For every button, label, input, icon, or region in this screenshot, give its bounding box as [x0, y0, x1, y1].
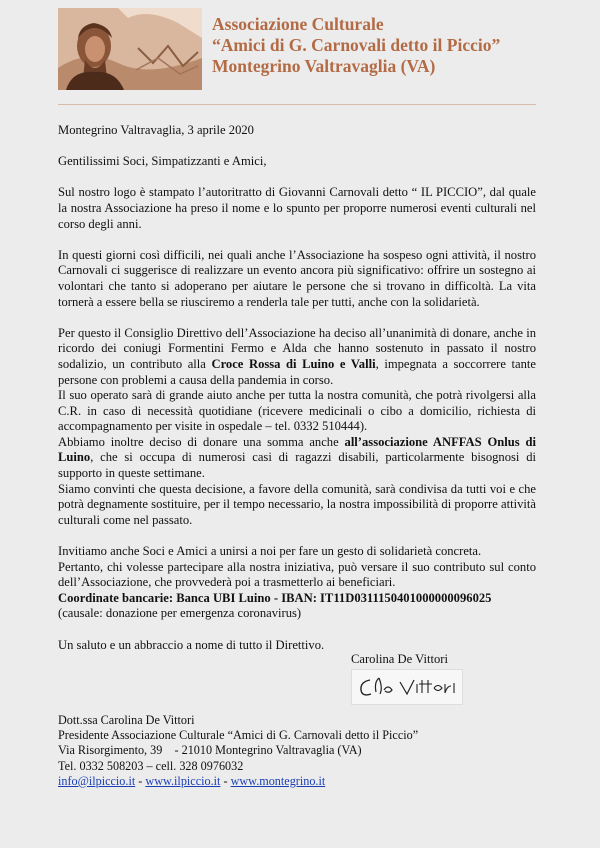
- footer-links: [58, 774, 418, 789]
- email-link[interactable]: info@ilpiccio.it: [58, 773, 136, 788]
- bank-coordinates: Coordinate bancarie: Banca UBI Luino - IBAN: IT11D0311150401000000096025: [58, 590, 492, 605]
- paragraph-conviction: Siamo convinti che questa decisione, a favore della comunità, sarà condivisa da tutti voi e che potrà degnamente sostituire, per il tempo necessario, la nostra impossibilità di proporre attività culturali come nel passato.: [58, 481, 536, 527]
- self-portrait-logo: [58, 8, 202, 90]
- paragraph-donation-anffas: [58, 435, 536, 482]
- association-header: [212, 14, 500, 77]
- header-line-1: Associazione Culturale: [212, 14, 384, 34]
- letter-date: Montegrino Valtravaglia, 3 aprile 2020: [58, 123, 254, 137]
- letter-body: [58, 123, 536, 653]
- website-link-ilpiccio[interactable]: www.ilpiccio.it: [145, 773, 221, 788]
- portrait-image: [58, 8, 202, 90]
- website-link-montegrino[interactable]: www.montegrino.it: [230, 773, 326, 788]
- footer-name: Dott.ssa Carolina De Vittori: [58, 713, 195, 727]
- paragraph-participation: Pertanto, chi volesse partecipare alla nostra iniziativa, può versare il suo contributo sul conto dell’Associazione, che provvederà poi a trasmetterlo ai beneficiari.: [58, 559, 536, 590]
- header-line-2: “Amici di G. Carnovali detto il Piccio”: [212, 35, 501, 55]
- paragraph-difficult-days: In questi giorni così difficili, nei quali anche l’Associazione ha sospeso ogni attività, il nostro Carnovali ci suggerisce di realizzare un evento ancora più significativo: offrire un sostegno ai volontari che tanto si adoperano per aiutare le persone che si trovano in difficoltà. La vita tornerà a essere bella se riusciremo a renderla tale per tutti, anche con la solidarietà.: [58, 247, 536, 309]
- paragraph-text: , impegnata a soccorrere tante persone con problemi a causa della pandemia in corso.: [58, 356, 537, 387]
- paragraph-invitation: Invitiamo anche Soci e Amici a unirsi a noi per fare un gesto di solidarietà concreta.: [58, 544, 482, 559]
- footer-address: Via Risorgimento, 39 - 21010 Montegrino Valtravaglia (VA): [58, 743, 362, 758]
- paragraph-red-cross-help: Il suo operato sarà di grande aiuto anche per tutta la nostra comunità, che potrà rivolgersi alla C.R. in caso di necessità quotidiane (ricevere medicinali o cibo a domicilio, richiesta di accompagnamento per visite in ospedale – tel. 0332 510444).: [58, 388, 536, 434]
- footer-phone: Tel. 0332 508203 – cell. 328 0976032: [58, 758, 244, 773]
- paragraph-text: Per questo il Consiglio Direttivo dell’Associazione ha deciso all’unanimità di donare, anche in ricordo dei coniugi Formentini Fermo e Alda che hanno sostenuto in passato il nostro sodalizio, un contributo alla: [58, 325, 536, 371]
- closing-line: Un saluto e un abbraccio a nome di tutto il Direttivo.: [58, 637, 325, 652]
- handwritten-signature: [351, 669, 463, 705]
- payment-reason: (causale: donazione per emergenza coronavirus): [58, 606, 302, 621]
- red-cross-name: Croce Rossa di Luino e Valli: [211, 356, 376, 371]
- link-separator: -: [220, 773, 231, 788]
- footer-role: Presidente Associazione Culturale “Amici di G. Carnovali detto il Piccio”: [58, 728, 419, 743]
- signature-image: [352, 670, 462, 704]
- anffas-name: all’associazione ANFFAS Onlus di Luino: [58, 434, 536, 465]
- header-divider: [58, 104, 536, 105]
- paragraph-text: , che si occupa di numerosi casi di ragazzi disabili, particolarmente bisognosi di supporto in queste settimane.: [58, 450, 536, 481]
- salutation: Gentilissimi Soci, Simpatizzanti e Amici,: [58, 154, 267, 169]
- signatory-name: Carolina De Vittori: [351, 652, 448, 666]
- paragraph-logo: Sul nostro logo è stampato l’autoritratto di Giovanni Carnovali detto “ IL PICCIO”, dal quale la nostra Associazione ha preso il nome e lo spunto per proporre numerosi eventi culturali nel corso degli anni.: [58, 185, 536, 231]
- letter-footer: [58, 713, 418, 789]
- bank-details: [58, 591, 536, 607]
- header-line-3: Montegrino Valtravaglia (VA): [212, 56, 436, 76]
- paragraph-donation-red-cross: [58, 326, 536, 388]
- link-separator: -: [135, 773, 146, 788]
- paragraph-text: Abbiamo inoltre deciso di donare una somma anche: [58, 434, 345, 449]
